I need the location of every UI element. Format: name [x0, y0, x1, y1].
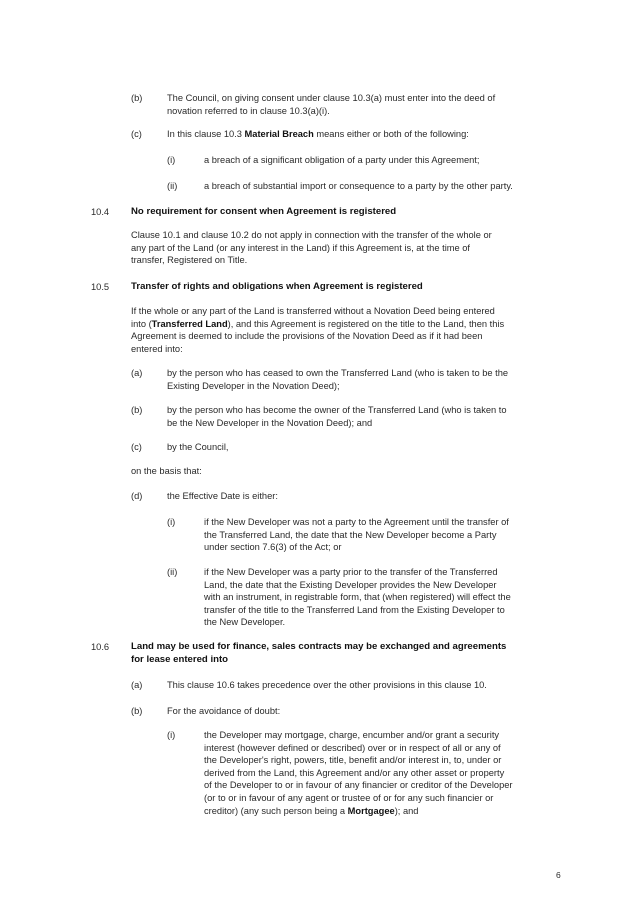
clause-text: This clause 10.6 takes precedence over the other provisions in this clause 10.: [167, 680, 487, 690]
section-number: 10.5: [91, 282, 110, 292]
clause-text: For the avoidance of doubt:: [167, 706, 281, 716]
clause-label: (b): [131, 706, 143, 716]
clause-label: (c): [131, 442, 142, 452]
clause-label: (i): [167, 517, 176, 527]
section-heading: Transfer of rights and obligations when Agreement is registered: [131, 281, 423, 292]
clause-text: if the New Developer was a party prior to the transfer of the Transferred Land, the date that the Existing Developer provides the New Developer with an instrument, in registrable form, that (when registered) will effect the transfer of the title to the Transferred Land from the Existing Developer to the New Developer.: [204, 567, 511, 628]
clause-text: the Developer may mortgage, charge, encumber and/or grant a security interest (however defined or described) over or in respect of all or any of the Developer's right, powers, title, benefit and/or interest in, to, under or derived from the Land, this Agreement and/or any other asset or property of the Developer to or in favour of any financier or creditor of the Developer (or to or in favour of any agent or trustee of or for any such financier or creditor) (any such person being a Mortgagee); and: [204, 730, 513, 816]
defined-term: Mortgagee: [347, 805, 395, 816]
section-number: 10.6: [91, 642, 110, 652]
clause-label: (a): [131, 368, 143, 378]
clause-label: (i): [167, 730, 176, 740]
clause-text: by the person who has become the owner of the Transferred Land (who is taken to be the New Developer in the Novation Deed); and: [167, 405, 507, 428]
clause-label: (d): [131, 491, 143, 501]
clause-text: by the Council,: [167, 442, 229, 452]
clause-text: In this clause 10.3 Material Breach means either or both of the following:: [167, 129, 469, 139]
clause-label: (a): [131, 680, 143, 690]
clause-label: (i): [167, 155, 176, 165]
section-heading: Land may be used for finance, sales contracts may be exchanged and agreements for lease entered into: [131, 641, 507, 665]
section-paragraph: Clause 10.1 and clause 10.2 do not apply in connection with the transfer of the whole or any part of the Land (or any interest in the Land) if this Agreement is, at the time of transfer, Registered on Title.: [131, 230, 492, 266]
clause-text: the Effective Date is either:: [167, 491, 278, 501]
clause-label: (c): [131, 129, 142, 139]
clause-label: (b): [131, 405, 143, 415]
section-number: 10.4: [91, 207, 110, 217]
section-heading: No requirement for consent when Agreement is registered: [131, 206, 397, 217]
clause-label: (ii): [167, 567, 178, 577]
page-number: 6: [556, 870, 561, 880]
defined-term: Material Breach: [244, 129, 314, 139]
clause-text: a breach of a significant obligation of a party under this Agreement;: [204, 155, 480, 165]
clause-text: if the New Developer was not a party to the Agreement until the transfer of the Transferred Land, the date that the New Developer become a Party under section 7.6(3) of the Act; or: [204, 517, 509, 553]
clause-label: (b): [131, 93, 143, 103]
clause-label: (ii): [167, 181, 178, 191]
clause-text: by the person who has ceased to own the Transferred Land (who is taken to be the Existing Developer in the Novation Deed);: [167, 368, 509, 391]
defined-term: Transferred Land: [151, 318, 228, 329]
section-paragraph: If the whole or any part of the Land is transferred without a Novation Deed being entered into (Transferred Land), and this Agreement is registered on the title to the Land, then this Agreement is deemed to include the provisions of the Novation Deed as if it had been entered into:: [131, 306, 505, 354]
clause-text: a breach of substantial import or consequence to a party by the other party.: [204, 181, 513, 191]
basis-text: on the basis that:: [131, 466, 202, 476]
clause-text: The Council, on giving consent under clause 10.3(a) must enter into the deed of novation referred to in clause 10.3(a)(i).: [167, 93, 496, 116]
